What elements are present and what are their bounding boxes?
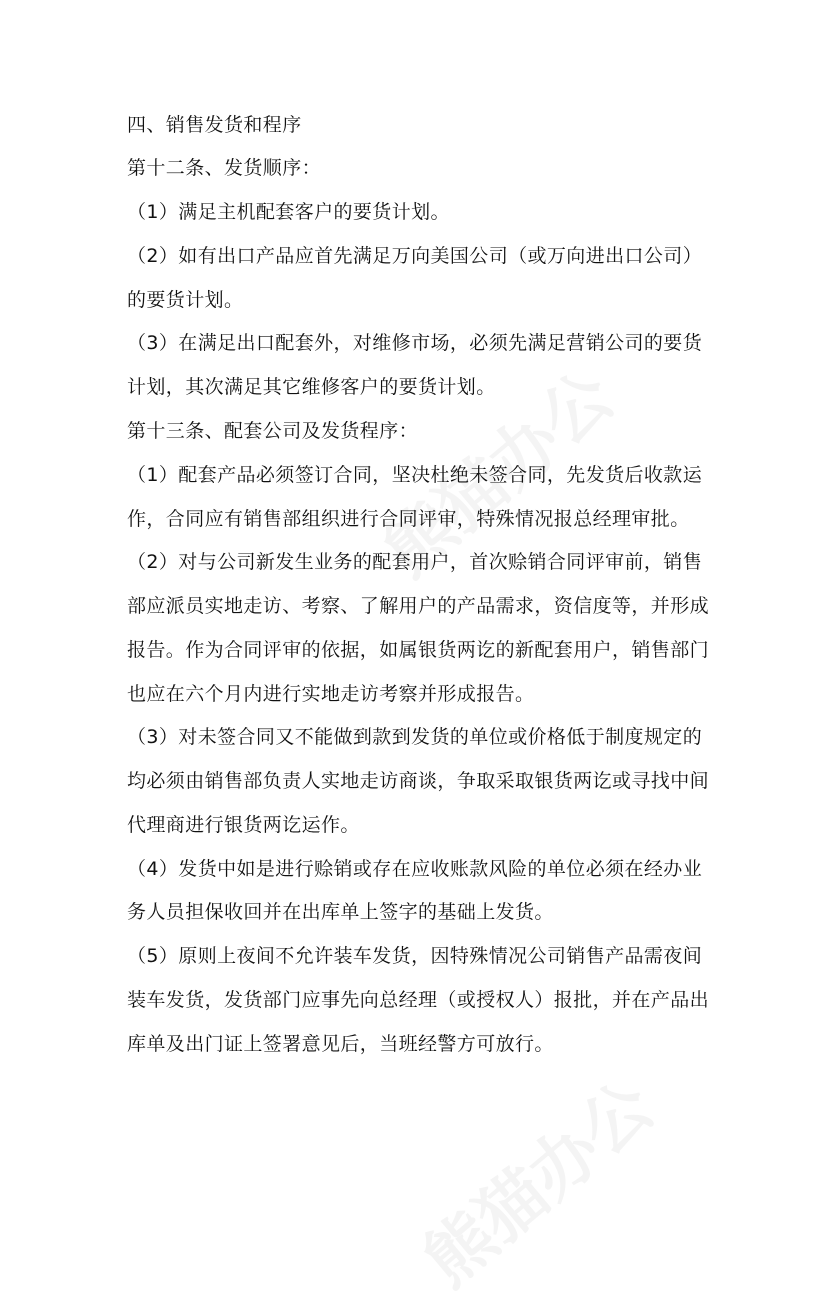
paragraph-line: 务人员担保收回并在出库单上签字的基础上发货。 [127,901,554,923]
watermark [400,1055,671,1304]
paragraph-line: 计划，其次满足其它维修客户的要货计划。 [127,376,496,398]
paragraph-line: （4）发货中如是进行赊销或存在应收账款风险的单位必须在经办业 [127,858,703,880]
paragraph-line: （1）满足主机配套客户的要货计划。 [127,201,450,223]
paragraph-line: 均必须由销售部负责人实地走访商谈，争取采取银货两讫或寻找中间 [127,770,710,792]
paragraph-line: （2）如有出口产品应首先满足万向美国公司（或万向进出口公司） [127,245,703,267]
paragraph-line: （3）对未签合同又不能做到款到发货的单位或价格低于制度规定的 [127,726,703,748]
article-heading: 第十三条、配套公司及发货程序： [127,420,419,442]
paragraph-line: 部应派员实地走访、考察、了解用户的产品需求，资信度等，并形成 [127,595,710,617]
paragraph-line: （5）原则上夜间不允许装车发货，因特殊情况公司销售产品需夜间 [127,945,703,967]
paragraph-line: 代理商进行银货两讫运作。 [127,814,360,836]
paragraph-line: 的要货计划。 [127,289,244,311]
paragraph-line: 也应在六个月内进行实地走访考察并形成报告。 [127,683,535,705]
paragraph-line: （2）对与公司新发生业务的配套用户，首次赊销合同评审前，销售 [127,551,703,573]
paragraph-line: 报告。作为合同评审的依据，如属银货两讫的新配套用户，销售部门 [127,639,710,661]
paragraph-line: 作，合同应有销售部组织进行合同评审，特殊情况报总经理审批。 [127,508,690,530]
paragraph-line: （3）在满足出口配套外，对维修市场，必须先满足营销公司的要货 [127,332,703,354]
section-heading: 四、销售发货和程序 [127,114,302,136]
article-heading: 第十二条、发货顺序： [127,157,322,179]
paragraph-line: （1）配套产品必须签订合同，坚决杜绝未签合同，先发货后收款运 [127,464,703,486]
paragraph-line: 装车发货，发货部门应事先向总经理（或授权人）报批，并在产品出 [127,989,710,1011]
paragraph-line: 库单及出门证上签署意见后，当班经警方可放行。 [127,1033,554,1055]
